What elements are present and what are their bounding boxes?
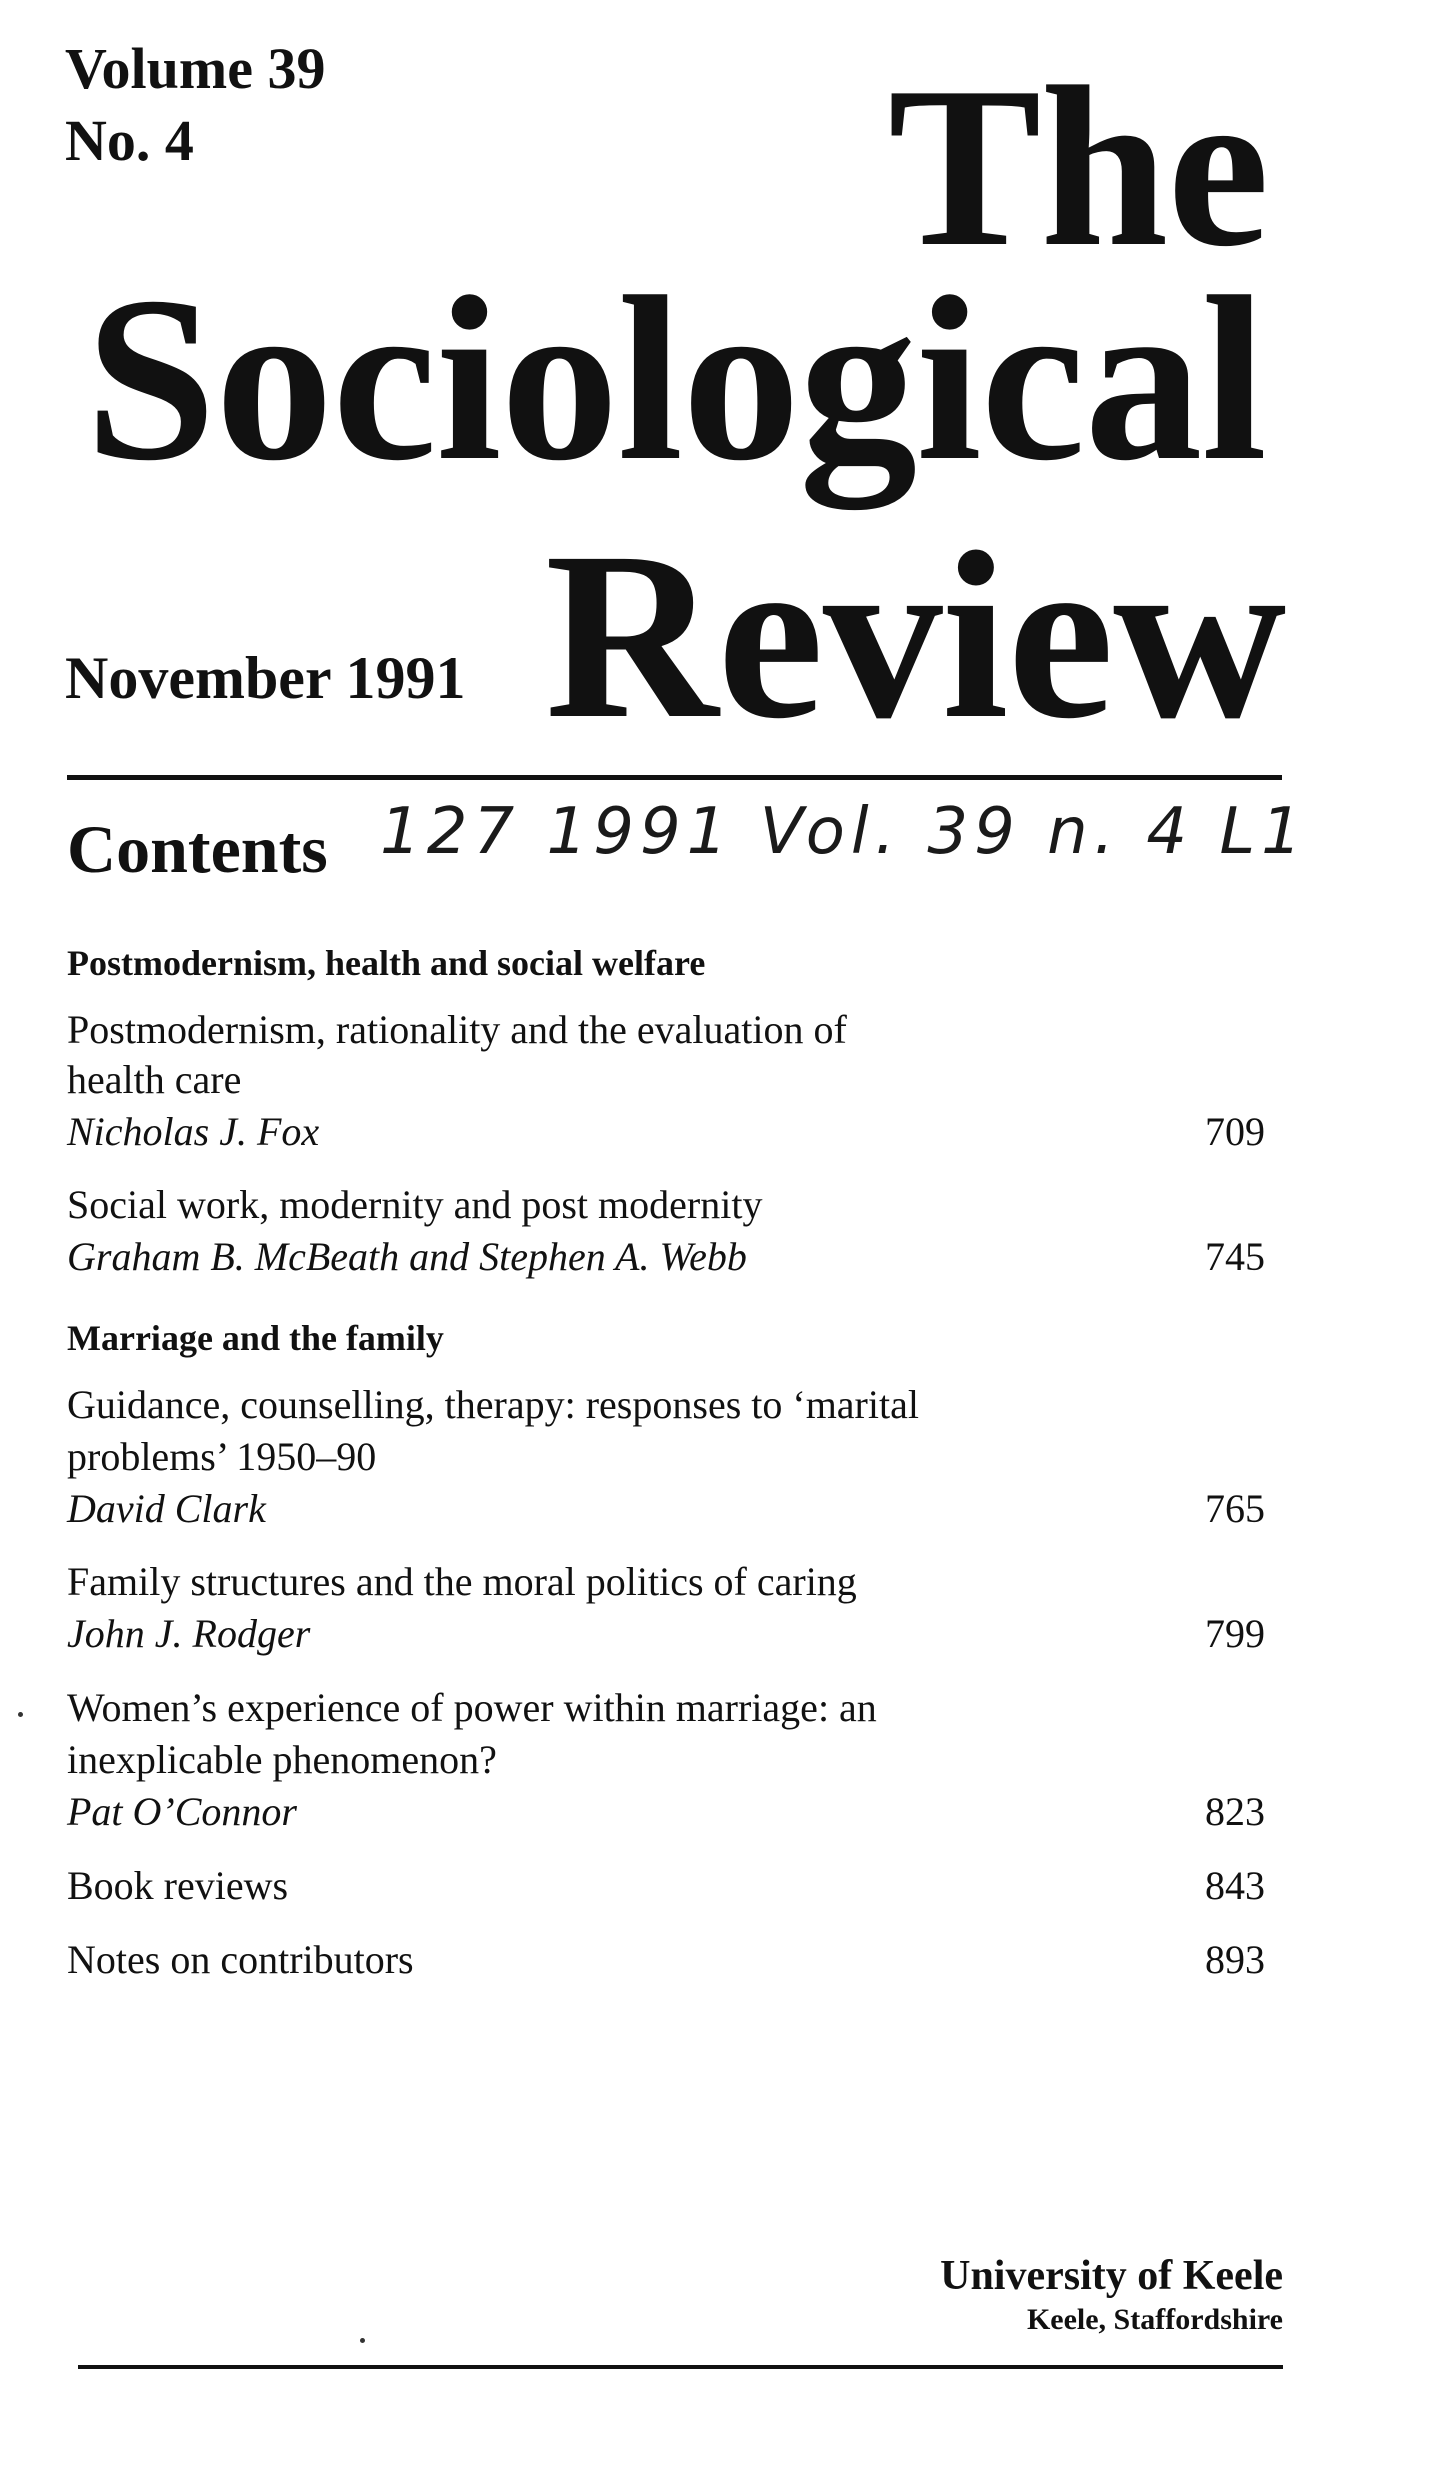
article-title-line: Family structures and the moral politics of caring bbox=[67, 1559, 857, 1604]
bottom-divider bbox=[78, 2365, 1283, 2369]
article-page-number: 823 bbox=[1205, 1789, 1265, 1834]
article-page-number: 709 bbox=[1205, 1109, 1265, 1154]
extra-entry-title: Book reviews bbox=[67, 1863, 289, 1908]
handwritten-catalog-note: 127 1991 Vol. 39 n. 4 L1 bbox=[380, 795, 1308, 869]
article-title-line: problems’ 1950–90 bbox=[67, 1434, 377, 1479]
article-title-line: Women’s experience of power within marriage: an bbox=[67, 1685, 877, 1730]
issue-number: No. 4 bbox=[65, 108, 194, 173]
extra-entry-page: 843 bbox=[1205, 1863, 1265, 1908]
article-author: John J. Rodger bbox=[67, 1611, 311, 1656]
top-divider bbox=[67, 775, 1282, 780]
scan-speck bbox=[18, 1712, 23, 1717]
article-page-number: 799 bbox=[1205, 1611, 1265, 1656]
scan-speck bbox=[360, 2338, 365, 2343]
volume-number: Volume 39 bbox=[65, 36, 326, 101]
article-author: Graham B. McBeath and Stephen A. Webb bbox=[67, 1234, 747, 1279]
publication-date: November 1991 bbox=[65, 645, 466, 711]
article-author: David Clark bbox=[67, 1486, 266, 1531]
extra-entry-title: Notes on contributors bbox=[67, 1937, 414, 1982]
publisher-institution: University of Keele bbox=[940, 2253, 1283, 2299]
article-page-number: 765 bbox=[1205, 1486, 1265, 1531]
article-title-line: Guidance, counselling, therapy: responses to ‘marital bbox=[67, 1382, 919, 1427]
masthead-the: The bbox=[888, 39, 1269, 294]
article-page-number: 745 bbox=[1205, 1234, 1265, 1279]
article-title-line: inexplicable phenomenon? bbox=[67, 1737, 497, 1782]
article-author: Pat O’Connor bbox=[67, 1789, 297, 1834]
masthead-sociological: Sociological bbox=[85, 249, 1267, 510]
publisher-location: Keele, Staffordshire bbox=[1026, 2303, 1283, 2336]
masthead-review: Review bbox=[545, 502, 1286, 768]
article-author: Nicholas J. Fox bbox=[67, 1109, 320, 1154]
section-heading: Marriage and the family bbox=[67, 1318, 444, 1358]
contents-heading: Contents bbox=[67, 811, 328, 887]
article-title-line: health care bbox=[67, 1057, 242, 1102]
extra-entry-page: 893 bbox=[1205, 1937, 1265, 1982]
article-title-line: Social work, modernity and post modernity bbox=[67, 1182, 763, 1227]
article-title-line: Postmodernism, rationality and the evaluation of bbox=[67, 1007, 847, 1052]
section-heading: Postmodernism, health and social welfare bbox=[67, 943, 706, 983]
